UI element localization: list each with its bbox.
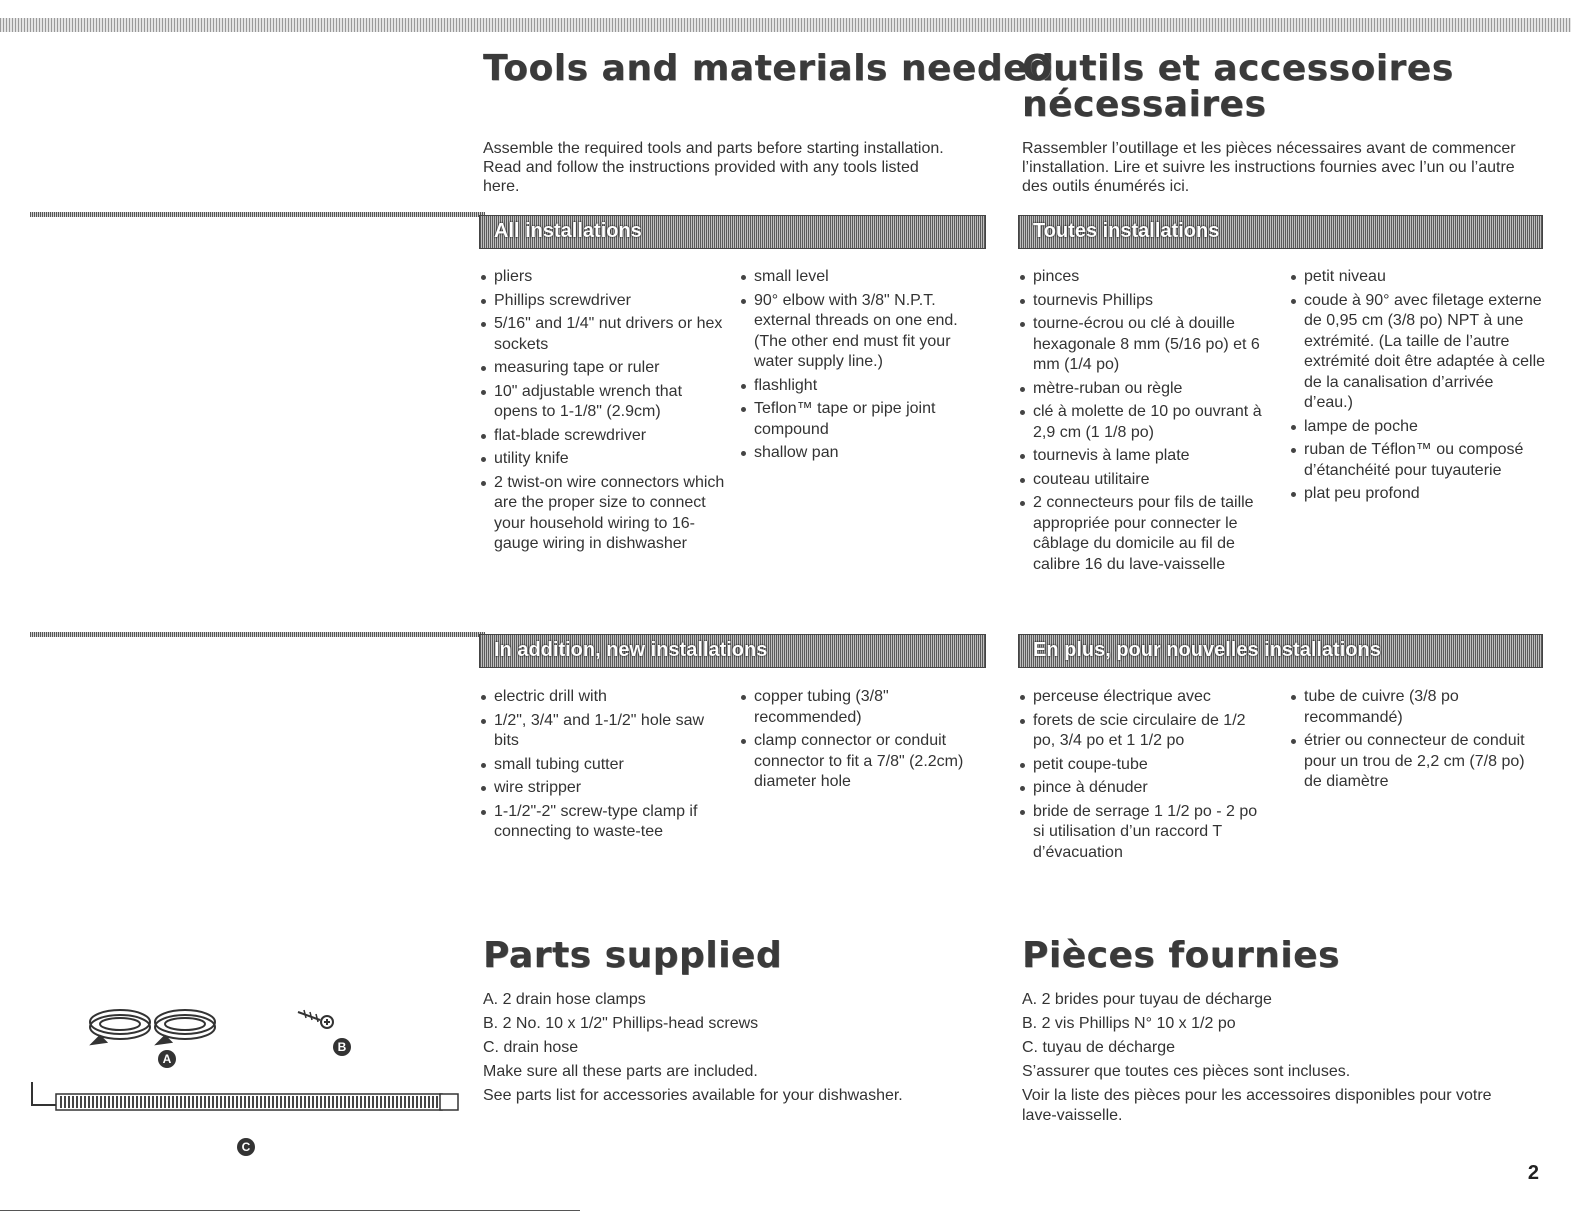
fr-new-installations-list-1 [1020, 687, 1270, 866]
list-item: shallow pan [741, 443, 986, 464]
band-left-rule [30, 212, 485, 217]
list-item: C. tuyau de décharge [1022, 1039, 1175, 1056]
fr-intro: Rassembler l’outillage et les pièces nécessaires avant de commencer l’installation. Lire et suivre les instructions fournies avec l’un ou l’autre des outils énumérés ici. [1022, 140, 1516, 195]
list-item: electric drill with [481, 687, 726, 708]
list-item: A. 2 drain hose clamps [483, 991, 646, 1008]
en-parts-list [483, 990, 903, 1110]
fr-all-installations-heading: Toutes installations [1033, 220, 1220, 242]
fr-new-installations-band [1018, 634, 1543, 668]
list-item: 2 connecteurs pour fils de taille appropriée pour connecter le câblage du domicile au fil de calibre 16 du lave-vaisselle [1020, 493, 1270, 575]
list-item: B. 2 No. 10 x 1/2" Phillips-head screws [483, 1015, 759, 1032]
list-item: pliers [481, 267, 726, 288]
list-item: perceuse électrique avec [1020, 687, 1270, 708]
en-new-installations-heading: In addition, new installations [494, 639, 768, 661]
band-left-rule [30, 632, 485, 637]
list-item: tube de cuivre (3/8 po recommandé) [1291, 687, 1546, 728]
list-item: étrier ou connecteur de conduit pour un trou de 2,2 cm (7/8 po) de diamètre [1291, 731, 1546, 793]
en-all-installations-heading: All installations [494, 220, 642, 242]
list-item: C. drain hose [483, 1039, 579, 1056]
list-item: 2 twist-on wire connectors which are the proper size to connect your household wiring to 16-gauge wiring in dishwasher [481, 473, 726, 555]
list-item: 10" adjustable wrench that opens to 1-1/8" (2.9cm) [481, 382, 726, 423]
fr-new-installations-list-2 [1291, 687, 1546, 796]
list-item: B. 2 vis Phillips N° 10 x 1/2 po [1022, 1015, 1236, 1032]
list-item: 1/2", 3/4" and 1-1/2" hole saw bits [481, 711, 726, 752]
list-item: Voir la liste des pièces pour les accessoires disponibles pour votre lave-vaisselle. [1022, 1087, 1492, 1124]
list-item: forets de scie circulaire de 1/2 po, 3/4 po et 1 1/2 po [1020, 711, 1270, 752]
en-intro: Assemble the required tools and parts before starting installation. Read and follow the instructions provided with any tools listed here. [483, 140, 944, 195]
list-item: plat peu profond [1291, 484, 1546, 505]
list-item: A. 2 brides pour tuyau de décharge [1022, 991, 1272, 1008]
list-item: petit niveau [1291, 267, 1546, 288]
list-item: 5/16" and 1/4" nut drivers or hex sockets [481, 314, 726, 355]
hose-clamp-icon [155, 1010, 215, 1044]
list-item: Phillips screwdriver [481, 291, 726, 312]
list-item: Make sure all these parts are included. [483, 1063, 758, 1080]
drain-hose-icon [32, 1082, 458, 1110]
list-item: couteau utilitaire [1020, 470, 1270, 491]
list-item: tourne-écrou ou clé à douille hexagonale 8 mm (5/16 po) et 6 mm (1/4 po) [1020, 314, 1270, 376]
en-all-installations-list-2 [741, 267, 986, 467]
page-number: 2 [1527, 1162, 1539, 1184]
list-item: small level [741, 267, 986, 288]
fr-all-installations-band [1018, 215, 1543, 249]
list-item: 1-1/2"-2" screw-type clamp if connecting to waste-tee [481, 802, 726, 843]
list-item: copper tubing (3/8" recommended) [741, 687, 991, 728]
list-item: coude à 90° avec filetage externe de 0,95 cm (3/8 po) NPT à une extrémité. (La taille de l’autre extrémité doit être adaptée à celle de la canalisation d’arrivée d’eau.) [1291, 291, 1546, 414]
en-new-installations-list-1 [481, 687, 726, 846]
bottom-rule [0, 1210, 580, 1211]
en-new-installations-list-2 [741, 687, 991, 796]
en-new-installations-band [479, 634, 986, 668]
list-item: S’assurer que toutes ces pièces sont incluses. [1022, 1063, 1351, 1080]
list-item: See parts list for accessories available for your dishwasher. [483, 1087, 903, 1104]
list-item: clé à molette de 10 po ouvrant à 2,9 cm (1 1/8 po) [1020, 402, 1270, 443]
fr-all-installations-list-2 [1291, 267, 1546, 508]
top-rule [0, 18, 1571, 32]
list-item: utility knife [481, 449, 726, 470]
list-item: Teflon™ tape or pipe joint compound [741, 399, 986, 440]
fr-new-installations-heading: En plus, pour nouvelles installations [1033, 639, 1381, 661]
list-item: tournevis Phillips [1020, 291, 1270, 312]
list-item: petit coupe-tube [1020, 755, 1270, 776]
list-item: wire stripper [481, 778, 726, 799]
en-page-title: Tools and materials needed [483, 48, 1055, 89]
list-item: lampe de poche [1291, 417, 1546, 438]
list-item: ruban de Téflon™ ou composé d’étanchéité pour tuyauterie [1291, 440, 1546, 481]
part-label-c: C [237, 1138, 255, 1156]
list-item: flashlight [741, 376, 986, 397]
list-item: flat-blade screwdriver [481, 426, 726, 447]
list-item: tournevis à lame plate [1020, 446, 1270, 467]
fr-parts-title: Pièces fournies [1022, 935, 1340, 976]
en-all-installations-band [479, 215, 986, 249]
fr-page-title-line2: nécessaires [1022, 84, 1267, 125]
list-item: pince à dénuder [1020, 778, 1270, 799]
hose-clamp-icon [90, 1010, 150, 1044]
list-item: small tubing cutter [481, 755, 726, 776]
part-label-b: B [333, 1038, 351, 1056]
fr-all-installations-list-1 [1020, 267, 1270, 578]
fr-parts-list [1022, 990, 1502, 1130]
list-item: clamp connector or conduit connector to fit a 7/8" (2.2cm) diameter hole [741, 731, 991, 793]
list-item: 90° elbow with 3/8" N.P.T. external threads on one end. (The other end must fit your water supply line.) [741, 291, 986, 373]
en-parts-title: Parts supplied [483, 935, 783, 976]
list-item: mètre-ruban ou règle [1020, 379, 1270, 400]
list-item: bride de serrage 1 1/2 po - 2 po si utilisation d’un raccord T d’évacuation [1020, 802, 1270, 864]
fr-page-title-line1: Outils et accessoires [1022, 48, 1454, 89]
en-all-installations-list-1 [481, 267, 726, 558]
list-item: measuring tape or ruler [481, 358, 726, 379]
screw-icon [298, 1010, 333, 1028]
part-label-a: A [158, 1050, 176, 1068]
list-item: pinces [1020, 267, 1270, 288]
